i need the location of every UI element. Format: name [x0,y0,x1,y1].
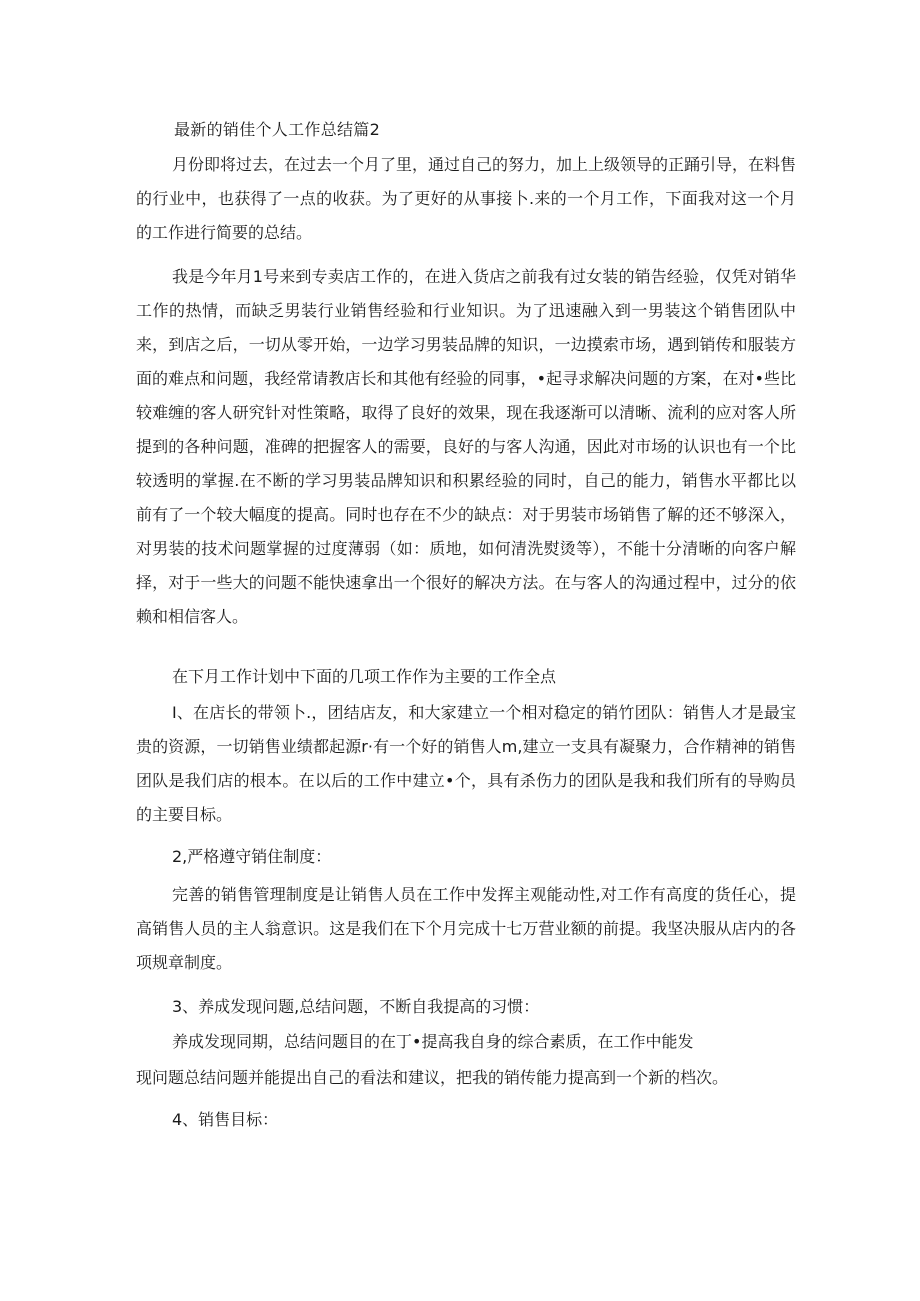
paragraph-plan-heading: 在下月工作计划中下面的几项工作作为主要的工作全点 [172,667,557,686]
document-title: 最新的销佳个人工作总结篇2 [174,120,381,139]
paragraph-item-1: I、在店长的带领卜.，团结店友，和大家建立一个相对稳定的销竹团队：销售人才是最宝贵的资源，一切销售业绩都起源r·有一个好的销售人m,建立一支具有凝聚力，合作精神的销售团队是我们店的根本。在以后的工作中建立•个，具有杀伤力的团队是我和我们所有的导购员的主要目标。 [136,703,796,824]
paragraph-item-3-body-line-1: 养成发现同期，总结问题目的在丁•提高我自身的综合素质，在工作中能发 [172,1032,694,1051]
paragraph-item-4-heading: 4、销售目标： [172,1110,279,1129]
paragraph-item-3-heading: 3、养成发现问题,总结问题，不断自我提高的习惯： [172,997,540,1016]
paragraph-experience: 我是今年月1号来到专卖店工作的，在进入货店之前我有过女装的销告经验，仅凭对销华工作的热情，而缺乏男装行业销售经验和行业知识。为了迅速融入到一男装这个销售团队中来，到店之后，一切从零开始，一边学习男装品牌的知识，一边摸索市场，遇到销传和服装方面的难点和问题，我经常请教店长和其他有经验的同事，•起寻求解决问题的方案，在对•些比较难缠的客人研究针对性策略，取得了良好的效果，现在我逐渐可以清晰、流利的应对客人所提到的各种问题，准碑的把握客人的需要，良好的与客人沟通，因此对市场的认识也有一个比较透明的掌握.在不断的学习男装品牌知识和积累经验的同时，自己的能力，销售水平都比以前有了一个较大幅度的提高。同时也存在不少的缺点：对于男装市场销售了解的还不够深入，对男装的技术问题掌握的过度薄弱（如：质地，如何清洗熨烫等），不能十分清晰的向客户解择，对于一些大的问题不能快速拿出一个很好的解决方法。在与客人的沟通过程中，过分的依赖和相信客人。 [136,267,796,626]
paragraph-item-2-heading: 2,严格遵守销住制度： [172,847,332,866]
paragraph-item-3-body-line-2: 现问题总结问题并能提出自己的看法和建议，把我的销传能力提高到一个新的档次。 [136,1068,729,1087]
paragraph-item-2-body: 完善的销售管理制度是让销售人员在工作中发挥主观能动性,对工作有高度的货任心，提高销售人员的主人翁意识。这是我们在下个月完成十七万营业额的前提。我坚决服从店内的各项规章制度。 [136,885,796,972]
paragraph-intro: 月份即将过去，在过去一个月了里，通过自己的努力，加上上级领导的正踊引导，在料售的行业中，也获得了一点的收获。为了更好的从事接卜.来的一个月工作，下面我对这一个月的工作进行简要的总结。 [136,155,797,242]
